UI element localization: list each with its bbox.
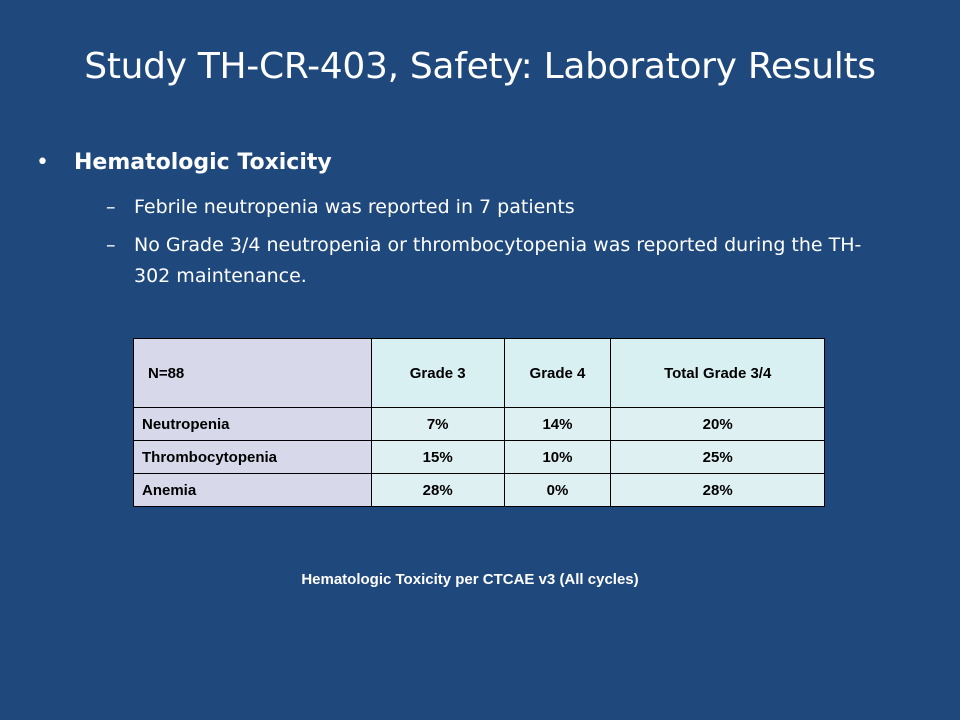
cell-total: 20% — [611, 408, 825, 441]
sub-bullet-febrile — [106, 192, 894, 223]
header-total-grade: Total Grade 3/4 — [611, 339, 825, 408]
header-grade-3: Grade 3 — [371, 339, 504, 408]
cell-grade-4: 0% — [504, 474, 611, 507]
bullet-heading: Hematologic Toxicity — [74, 150, 332, 175]
bullet-hematologic-toxicity — [36, 150, 332, 175]
table-row — [134, 408, 825, 441]
sub-bullet-no-grade — [106, 230, 894, 292]
slide-title: Study TH-CR-403, Safety: Laboratory Results — [84, 46, 876, 87]
cell-grade-3: 28% — [371, 474, 504, 507]
bullet-marker: • — [36, 150, 49, 175]
sub-bullet-marker: – — [106, 234, 116, 256]
table-row — [134, 441, 825, 474]
table-header-row — [134, 339, 825, 408]
cell-total: 25% — [611, 441, 825, 474]
row-label: Neutropenia — [134, 408, 372, 441]
row-label: Thrombocytopenia — [134, 441, 372, 474]
cell-total: 28% — [611, 474, 825, 507]
cell-grade-4: 14% — [504, 408, 611, 441]
table-caption: Hematologic Toxicity per CTCAE v3 (All cycles) — [301, 571, 639, 588]
table-row — [134, 474, 825, 507]
header-grade-4: Grade 4 — [504, 339, 611, 408]
sub-bullet-text: Febrile neutropenia was reported in 7 patients — [134, 196, 575, 218]
row-label: Anemia — [134, 474, 372, 507]
sub-bullet-marker: – — [106, 196, 116, 218]
cell-grade-3: 15% — [371, 441, 504, 474]
cell-grade-4: 10% — [504, 441, 611, 474]
header-n: N=88 — [134, 339, 372, 408]
cell-grade-3: 7% — [371, 408, 504, 441]
toxicity-table — [133, 338, 825, 507]
sub-bullet-text: No Grade 3/4 neutropenia or thrombocytopenia was reported during the TH-302 maintenance. — [134, 234, 862, 287]
